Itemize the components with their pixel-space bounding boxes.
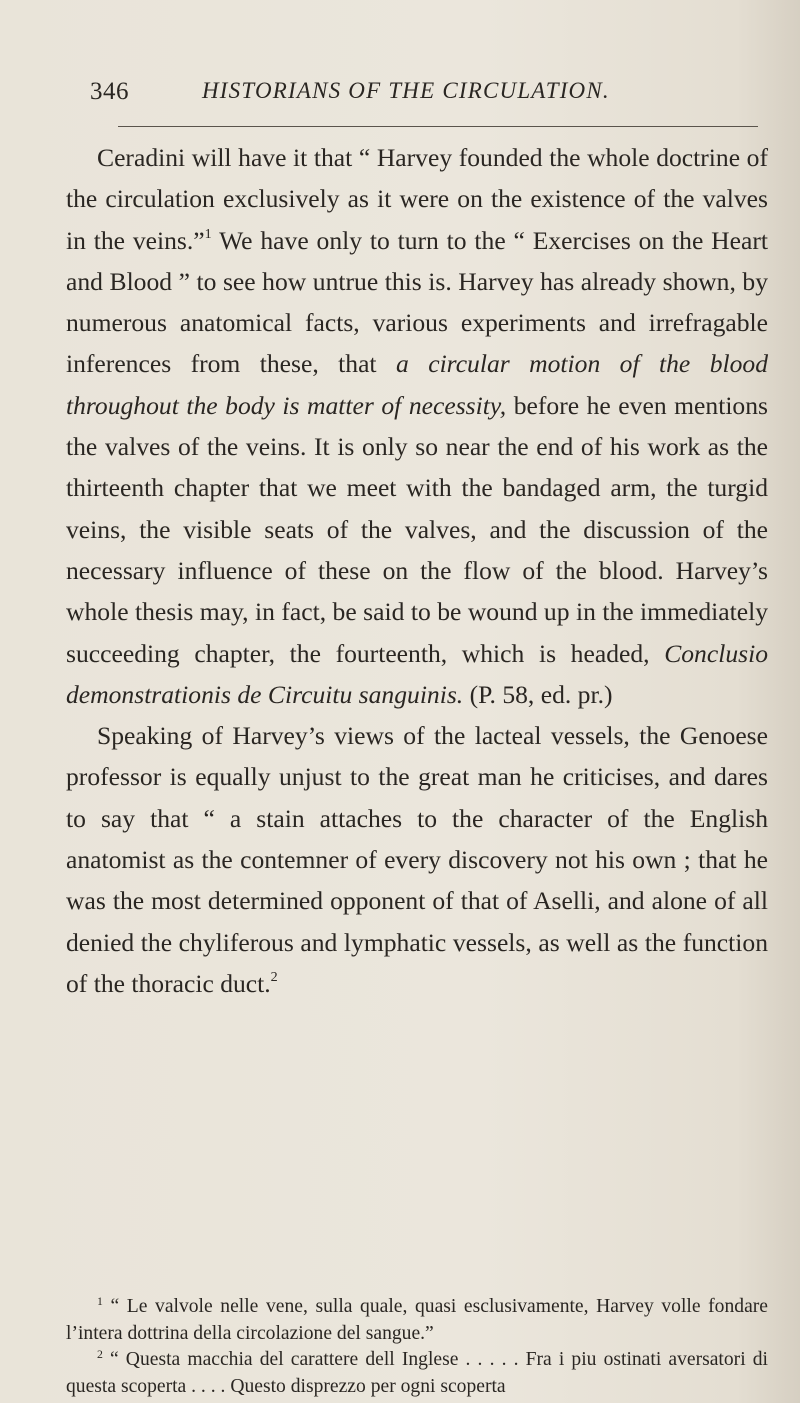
italic-chapter-title: Conclusio demonstrationis de Circuitu sanguinis. <box>66 638 768 709</box>
paragraph-1-text-a: Ceradini will have it that “ Harvey founded the whole doctrine of the circulation exclusively as it were on the existence of the valves in the veins.” <box>66 143 768 255</box>
page-number: 346 <box>90 78 129 105</box>
footnote-2 <box>66 1347 768 1400</box>
paragraph-1-text-c: before he even mentions the valves of the veins. It is only so near the end of his work as the thirteenth chapter that we meet with the bandaged arm, the turgid veins, the visible seats of the valves, and the discussion of the necessary influence of these on the flow of the blood. Harvey’s whole thesis may, in fact, be said to be wound up in the immediately succeeding chapter, the fourteenth, which is headed, <box>66 390 768 668</box>
paragraph-1-text-d: (P. 58, ed. pr.) <box>463 679 613 709</box>
header-rule <box>118 126 758 127</box>
paragraph-2 <box>66 715 768 1004</box>
paragraph-1 <box>66 137 768 715</box>
footnote-ref-1: 1 <box>204 225 212 242</box>
paragraph-1-text-b: We have only to turn to the “ Exercises on the Heart and Blood ” to see how untrue this is. Harvey has already shown, by numerous anatomical facts, various experiments and irrefragable inferences from these, that <box>66 225 768 379</box>
footnote-ref-2: 2 <box>270 968 278 985</box>
running-title: HISTORIANS OF THE CIRCULATION. <box>202 78 610 103</box>
italic-phrase-circular-motion: a circular motion of the blood throughout the body is matter of necessity, <box>66 349 768 420</box>
footnote-1-text: “ Le valvole nelle vene, sulla quale, quasi esclusivamente, Harvey volle fondare l’intera dottrina della circolazione del sangue.” <box>66 1296 768 1344</box>
footnote-1 <box>66 1294 768 1347</box>
footnote-2-marker: 2 <box>97 1347 103 1361</box>
footnotes <box>66 1294 768 1400</box>
page-header <box>90 78 770 118</box>
footnote-1-marker: 1 <box>97 1294 103 1308</box>
footnote-2-text: “ Questa macchia del carattere dell Inglese . . . . . Fra i piu ostinati aversatori di questa scoperta . . . . Questo disprezzo per ogni scoperta <box>66 1349 768 1397</box>
main-text <box>66 137 768 1004</box>
paragraph-2-text: Speaking of Harvey’s views of the lacteal vessels, the Genoese professor is equally unjust to the great man he criticises, and dares to say that “ a stain attaches to the character of the English anatomist as the contemner of every discovery not his own ; that he was the most determined opponent of that of Aselli, and alone of all denied the chyliferous and lymphatic vessels, as well as the function of the thoracic duct. <box>66 721 768 998</box>
